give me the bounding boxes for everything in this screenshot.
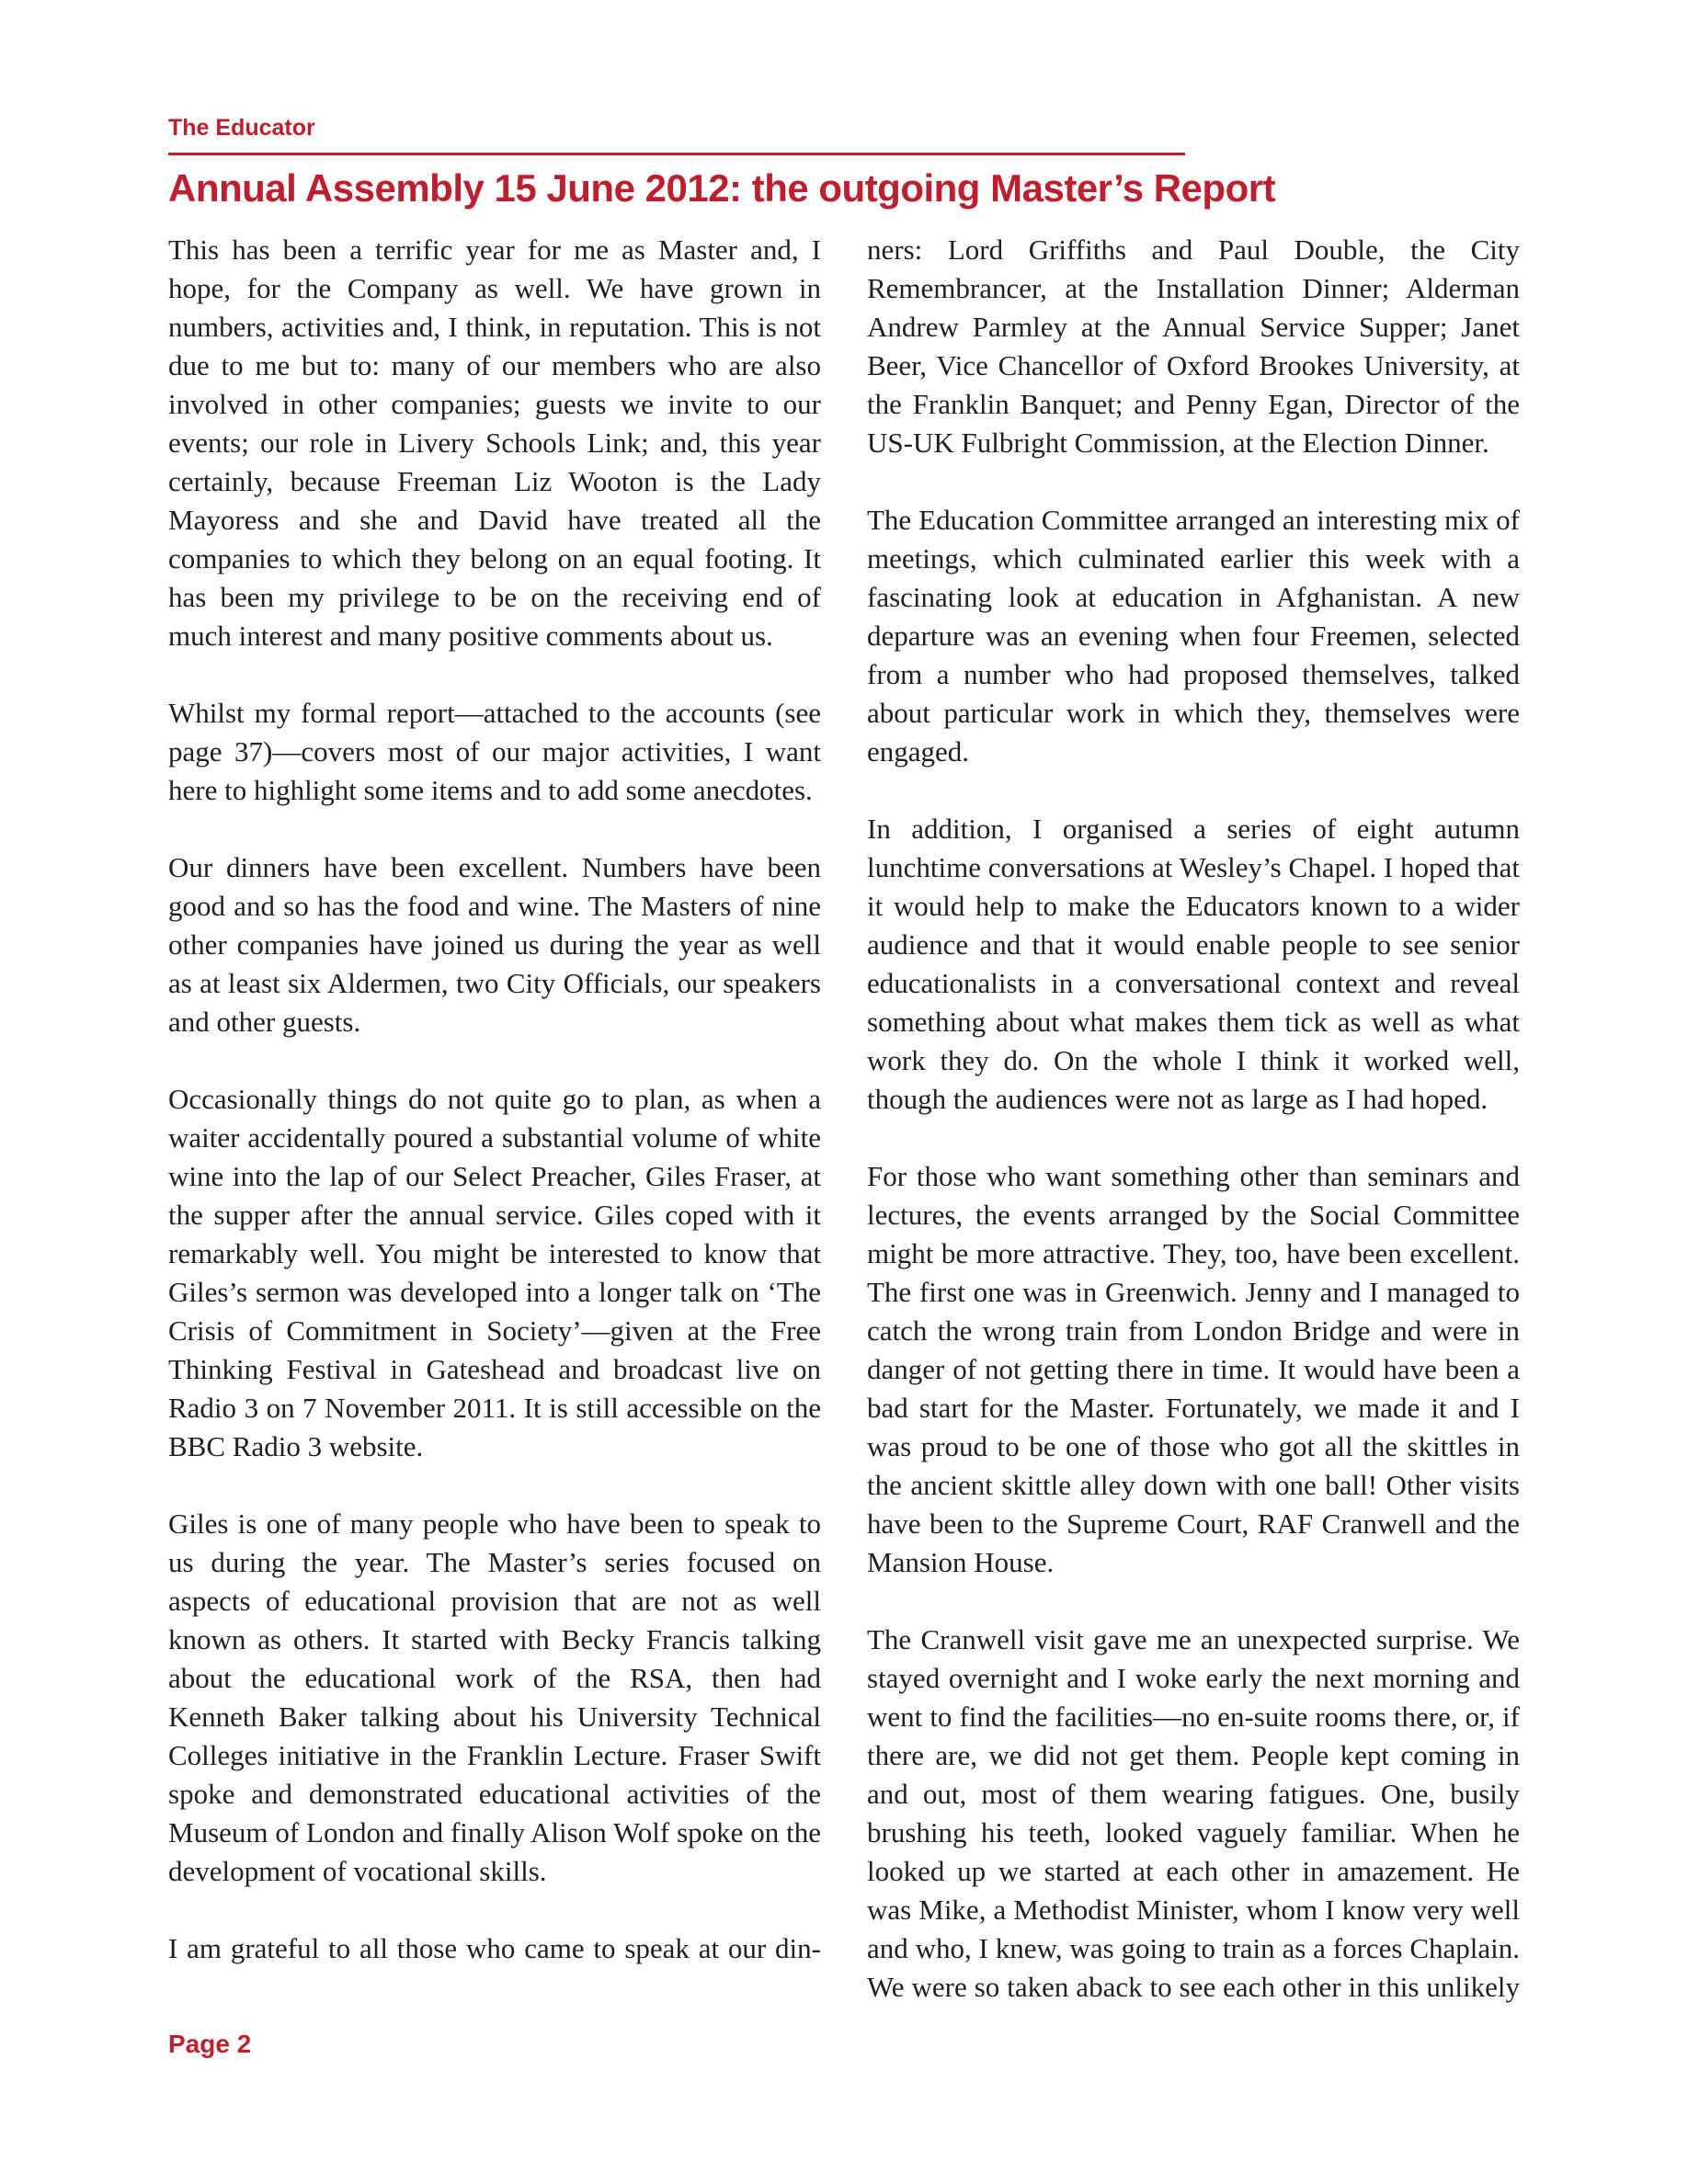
- paragraph: I am grateful to all those who came to speak at our din-: [168, 1932, 821, 1964]
- article-body: [168, 231, 1520, 2045]
- paragraph: Giles is one of many people who have been to speak to us during the year. The Master’s series focused on aspects of educational provision that are not as well known as others. It started with Becky Francis talking about the educational work of the RSA, then had Kenneth Baker talking about his University Technical Colleges initiative in the Franklin Lecture. Fraser Swift spoke and demonstrated educational activities of the Museum of London and finally Alison Wolf spoke on the development of vocational skills.: [168, 1507, 821, 1887]
- header-divider-rule: [168, 153, 1185, 155]
- paragraph: For those who want something other than seminars and lectures, the events arranged by the Social Committee might be more attractive. They, too, have been excellent. The first one was in Greenwich. Jenny and I managed to catch the wrong train from London Bridge and were in danger of not getting there in time. It would have been a bad start for the Master. Fortunately, we made it and I was proud to be one of those who got all the skittles in the ancient skittle alley down with one ball! Other visits have been to the Supreme Court, RAF Cranwell and the Mansion House.: [867, 1160, 1520, 1578]
- paragraph: Our dinners have been excellent. Numbers have been good and so has the food and wine. The Masters of nine other companies have joined us during the year as well as at least six Aldermen, two City Officials, our speakers and other guests.: [168, 851, 821, 1038]
- paragraph: Whilst my formal report—attached to the accounts (see page 37)—covers most of our major activities, I want here to highlight some items and to add some anecdotes.: [168, 697, 821, 806]
- page-number: Page 2: [168, 2030, 252, 2058]
- left-column: [168, 231, 821, 2045]
- paragraph: Occasionally things do not quite go to plan, as when a waiter accidentally poured a substantial volume of white wine into the lap of our Select Preacher, Giles Fraser, at the supper after the annual service. Giles coped with it remarkably well. You might be interested to know that Giles’s sermon was developed into a longer talk on ‘The Crisis of Commitment in Society’—given at the Free Thinking Festival in Gateshead and broadcast live on Radio 3 on 7 November 2011. It is still accessible on the BBC Radio 3 website.: [168, 1083, 821, 1462]
- masthead-title: The Educator: [168, 115, 315, 141]
- paragraph: The Cranwell visit gave me an unexpected surprise. We stayed overnight and I woke early the next morning and went to find the facilities—no en-suite rooms there, or, if there are, we did not get them. People kept coming in and out, most of them wearing fatigues. One, busily brushing his teeth, looked vaguely familiar. When he looked up we started at each other in amazement. He was Mike, a Methodist Minister, whom I know very well and who, I knew, was going to train as a forces Chaplain. We were so taken aback to see each other in this unlikely: [867, 1623, 1520, 2003]
- paragraph: ners: Lord Griffiths and Paul Double, the City Remembrancer, at the Installation Dinner; Alderman Andrew Parmley at the Annual Service Supper; Janet Beer, Vice Chancellor of Oxford Brookes University, at the Franklin Banquet; and Penny Egan, Director of the US-UK Fulbright Commission, at the Election Dinner.: [867, 233, 1520, 459]
- paragraph: In addition, I organised a series of eight autumn lunchtime conversations at Wesley’s Chapel. I hoped that it would help to make the Educators known to a wider audience and that it would enable people to see senior educationalists in a conversational context and reveal something about what makes them tick as well as what work they do. On the whole I think it worked well, though the audiences were not as large as I had hoped.: [867, 813, 1520, 1115]
- article-title: Annual Assembly 15 June 2012: the outgoing Master’s Report: [168, 166, 1276, 210]
- paragraph: The Education Committee arranged an interesting mix of meetings, which culminated earlier this week with a fascinating look at education in Afghanistan. A new departure was an evening when four Freemen, selected from a number who had proposed themselves, talked about particular work in which they, themselves were engaged.: [867, 504, 1520, 768]
- page-header: [168, 116, 1520, 211]
- paragraph: This has been a terrific year for me as Master and, I hope, for the Company as well. We have grown in numbers, activities and, I think, in reputation. This is not due to me but to: many of our members who are also involved in other companies; guests we invite to our events; our role in Livery Schools Link; and, this year certainly, because Freeman Liz Wooton is the Lady Mayoress and she and David have treated all the companies to which they belong on an equal footing. It has been my privilege to be on the receiving end of much interest and many positive comments about us.: [168, 233, 821, 652]
- right-column: [867, 231, 1520, 2045]
